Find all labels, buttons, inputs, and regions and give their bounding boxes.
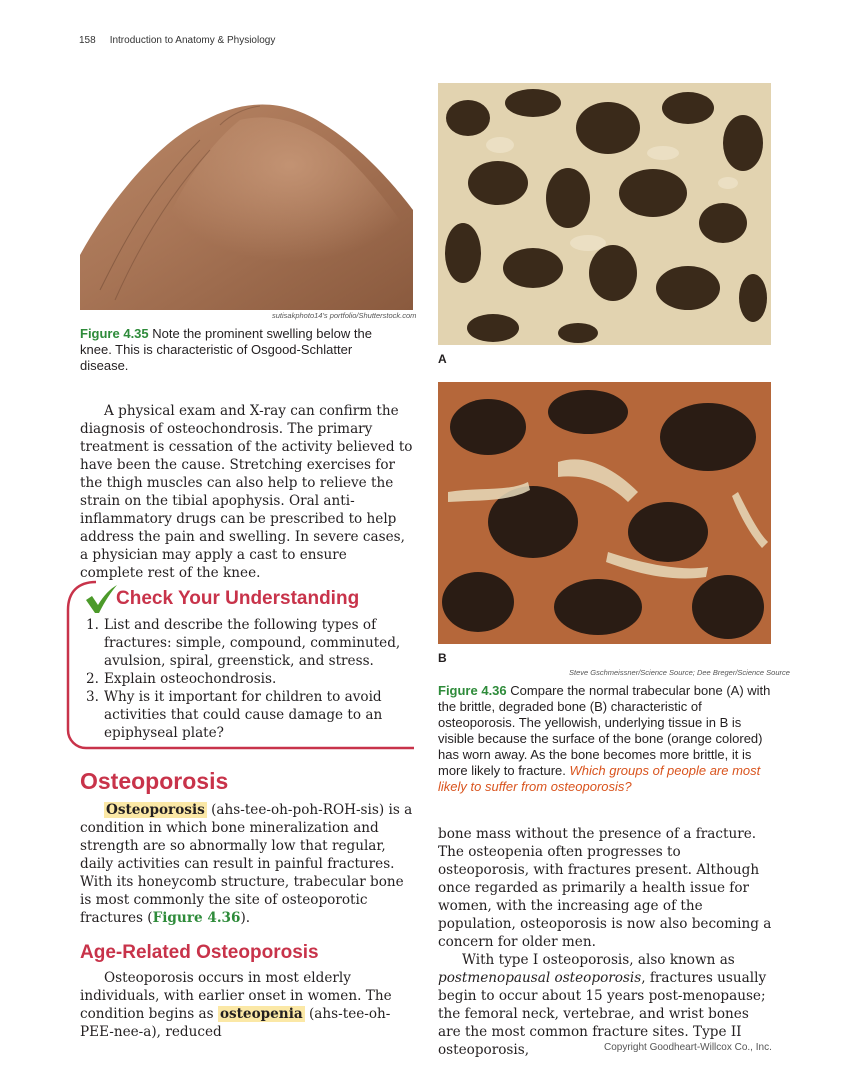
term-osteoporosis: Osteoporosis xyxy=(106,802,205,818)
caption-text: Note the prominent swelling below the knee. This is characteristic of Osgood-Schlatter disease. xyxy=(80,326,372,373)
check-understanding-title: Check Your Understanding xyxy=(116,588,360,609)
figure-4-36-credit: Steve Gschmeissner/Science Source; Dee Breger/Science Source xyxy=(569,668,790,677)
figure-label-b: B xyxy=(438,651,447,665)
paragraph-type-one: With type I osteoporosis, also known as postmenopausal osteoporosis, fractures usually begin to occur about 15 years post-menopause; the femoral neck, vertebrae, and wrist bones are the most common fracture sites. Type II osteoporosis, xyxy=(438,952,767,1058)
running-header xyxy=(79,35,275,46)
question-item: 1. List and describe the following types of fractures: simple, compound, comminuted, avulsion, spiral, greenstick, and stress. xyxy=(86,617,401,669)
term-osteopenia: osteopenia xyxy=(219,1006,303,1022)
copyright: Copyright Goodheart-Willcox Co., Inc. xyxy=(604,1042,772,1053)
paragraph-osteoporosis: Osteoporosis (ahs-tee-oh-poh-ROH-sis) is a condition in which bone mineralization and strength are so abnormally low that regular, daily activities can result in painful fractures. With its honeycomb structure, trabecular bone is most commonly the site of osteoporotic fractures (Figure 4.36). xyxy=(80,802,413,926)
page-number: 158 xyxy=(79,35,96,46)
book-title: Introduction to Anatomy & Physiology xyxy=(109,35,276,46)
photo-normal-bone xyxy=(438,83,771,345)
question-list xyxy=(78,616,408,742)
check-understanding-box xyxy=(66,580,414,750)
normal-bone-illustration xyxy=(438,83,771,345)
right-column-text xyxy=(438,825,772,1059)
photo-osteoporotic-bone xyxy=(438,382,771,644)
caption-question: Which groups of people are most likely to suffer from osteoporosis? xyxy=(438,763,761,794)
figure-label: Figure 4.36 xyxy=(438,683,507,698)
term-postmenopausal: postmenopausal osteoporosis xyxy=(438,970,642,986)
paragraph-age-related: Osteoporosis occurs in most elderly individuals, with earlier onset in women. The condition begins as osteopenia (ahs-tee-oh-PEE-nee-a), reduced xyxy=(80,970,392,1040)
heading-osteoporosis: Osteoporosis xyxy=(80,768,229,794)
figure-4-35-caption xyxy=(80,326,400,374)
paragraph-text: bone mass without the presence of a fracture. The osteopenia often progresses to osteoporosis, with fractures present. Although once regarded as primarily a health issue for women, with the increasing age of the population, osteoporosis is now also becoming a concern for older men. xyxy=(438,826,772,950)
figure-4-35-credit: sutisakphoto14's portfolio/Shutterstock.com xyxy=(272,311,417,320)
figure-label: Figure 4.35 xyxy=(80,326,149,341)
question-item: 2. Explain osteochondrosis. xyxy=(86,671,277,687)
question-item: 3. Why is it important for children to avoid activities that could cause damage to an epiphyseal plate? xyxy=(86,689,383,741)
heading-age-related: Age-Related Osteoporosis xyxy=(80,942,319,963)
knee-photo xyxy=(80,80,413,310)
checkmark-icon xyxy=(84,584,118,614)
paragraph-text: A physical exam and X-ray can confirm the diagnosis of osteochondrosis. The primary treatment is cessation of the activity believed to have been the cause. Stretching exercises for the thigh muscles can also help to relieve the strain on the tibial apophysis. Oral anti-inflammatory drugs can be prescribed to help address the pain and swelling. In severe cases, a physician may apply a cast to ensure complete rest of the knee. xyxy=(80,403,413,581)
figure-label-a: A xyxy=(438,352,447,366)
figure-4-36-caption xyxy=(438,683,771,795)
paragraph-exam xyxy=(80,402,414,582)
osteoporotic-bone-illustration xyxy=(438,382,771,644)
knee-illustration xyxy=(80,80,413,310)
figure-reference[interactable]: Figure 4.36 xyxy=(152,910,241,926)
caption-text: Compare the normal trabecular bone (A) with the brittle, degraded bone (B) characteristic of osteoporosis. The yellowish, underlying tissue in B is visible because the surface of the bone (orange colored) has worn away. As the bone becomes more brittle, it is more likely to fracture. xyxy=(438,683,771,778)
